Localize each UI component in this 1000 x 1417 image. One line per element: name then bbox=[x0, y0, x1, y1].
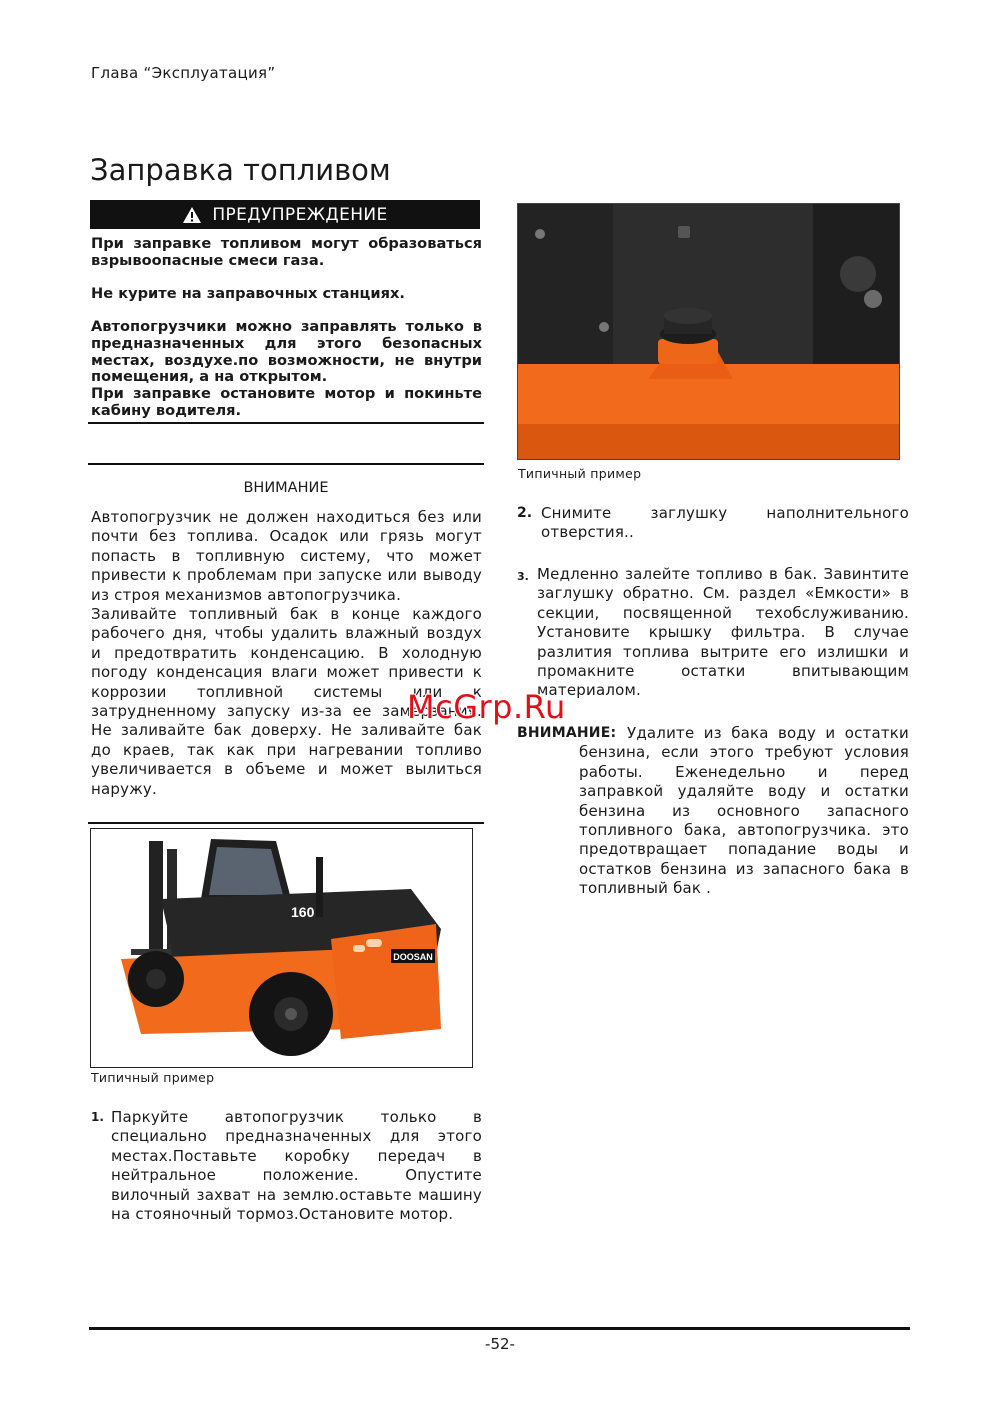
chapter-header: Глава “Эксплуатация” bbox=[91, 64, 276, 82]
step-3 bbox=[517, 565, 909, 701]
warning-triangle-icon bbox=[182, 206, 202, 224]
note-label: ВНИМАНИЕ: bbox=[517, 725, 617, 741]
fuel-cap-photo bbox=[517, 203, 900, 460]
page-title: Заправка топливом bbox=[90, 153, 391, 187]
attention-title: ВНИМАНИЕ bbox=[243, 480, 329, 496]
note-block bbox=[517, 724, 909, 899]
step-number: 2. bbox=[517, 505, 533, 521]
note-text: Удалите из бака воду и остатки бензина, если этого требуют условия работы. Еженедельно и перед заправкой удаляйте воду и остатки бензина из основного запасного топливного бака, автопогрузчика. это предотвращает попадание воды и остатков бензина из запасного бака в топливный бак . bbox=[579, 724, 909, 898]
fuel-cap-illustration bbox=[518, 204, 899, 459]
forklift-photo bbox=[90, 828, 473, 1068]
watermark: McGrp.Ru bbox=[407, 688, 566, 726]
divider bbox=[88, 822, 484, 824]
figure-caption: Типичный пример bbox=[91, 1070, 215, 1085]
divider bbox=[88, 463, 484, 465]
warning-paragraph: При заправке остановите мотор и покиньте кабину водителя. bbox=[91, 385, 482, 420]
warning-text bbox=[91, 236, 482, 420]
step-2 bbox=[517, 504, 909, 543]
page-number: -52- bbox=[485, 1335, 515, 1353]
brand-label: DOOSAN bbox=[393, 952, 433, 962]
attention-paragraph: Заливайте топливный бак в конце каждого рабочего дня, чтобы удалить влажный воздух и предотвратить конденсацию. В холодную погоду конденсация влаги может привести к коррозии топливной системы или к затрудненному запуску из-за ее замерзания. Не заливайте бак доверху. Не заливайте бак до краев, так как при нагревании топливо увеличивается в объеме и может вылиться наружу. bbox=[91, 605, 482, 798]
step-number: 1. bbox=[91, 1110, 104, 1124]
footer-divider bbox=[89, 1327, 910, 1330]
warning-label: ПРЕДУПРЕЖДЕНИЕ bbox=[212, 204, 388, 225]
figure-caption: Типичный пример bbox=[518, 466, 642, 481]
step-1 bbox=[91, 1108, 482, 1224]
divider bbox=[88, 422, 484, 424]
warning-paragraph: Автопогрузчики можно заправлять только в предназначенных для этого безопасных местах, воздухе.по возможности, не внутри помещения, а на открытом. bbox=[91, 317, 482, 386]
attention-paragraph: Автопогрузчик не должен находиться без или почти без топлива. Осадок или грязь могут попасть в топливную систему, что может привести к проблемам при запуске или выводу из строя механизмов автопогрузчика. bbox=[91, 508, 482, 604]
warning-banner bbox=[90, 200, 480, 229]
model-number: 160 bbox=[291, 904, 315, 920]
warning-paragraph: При заправке топливом могут образоваться взрывоопасные смеси газа. bbox=[91, 235, 482, 269]
warning-paragraph: Не курите на заправочных станциях. bbox=[91, 284, 405, 302]
step-number: 3. bbox=[517, 570, 529, 583]
forklift-illustration bbox=[91, 829, 472, 1067]
step-text: Паркуйте автопогрузчик только в специально предназначенных для этого местах.Поставьте коробку передач в нейтральное положение. Опустите вилочный захват на землю.оставьте машину на стояночный тормоз.Остановите мотор. bbox=[111, 1108, 482, 1224]
step-text: Медленно залейте топливо в бак. Завинтите заглушку обратно. См. раздел «Емкости» в секции, посвященной техобслуживанию. Установите крышку фильтра. В случае разлития топлива вытрите его излишки и промакните остатки впитывающим материалом. bbox=[537, 565, 909, 700]
step-text: Снимите заглушку наполнительного отверстия.. bbox=[541, 504, 909, 542]
attention-text bbox=[91, 508, 482, 799]
